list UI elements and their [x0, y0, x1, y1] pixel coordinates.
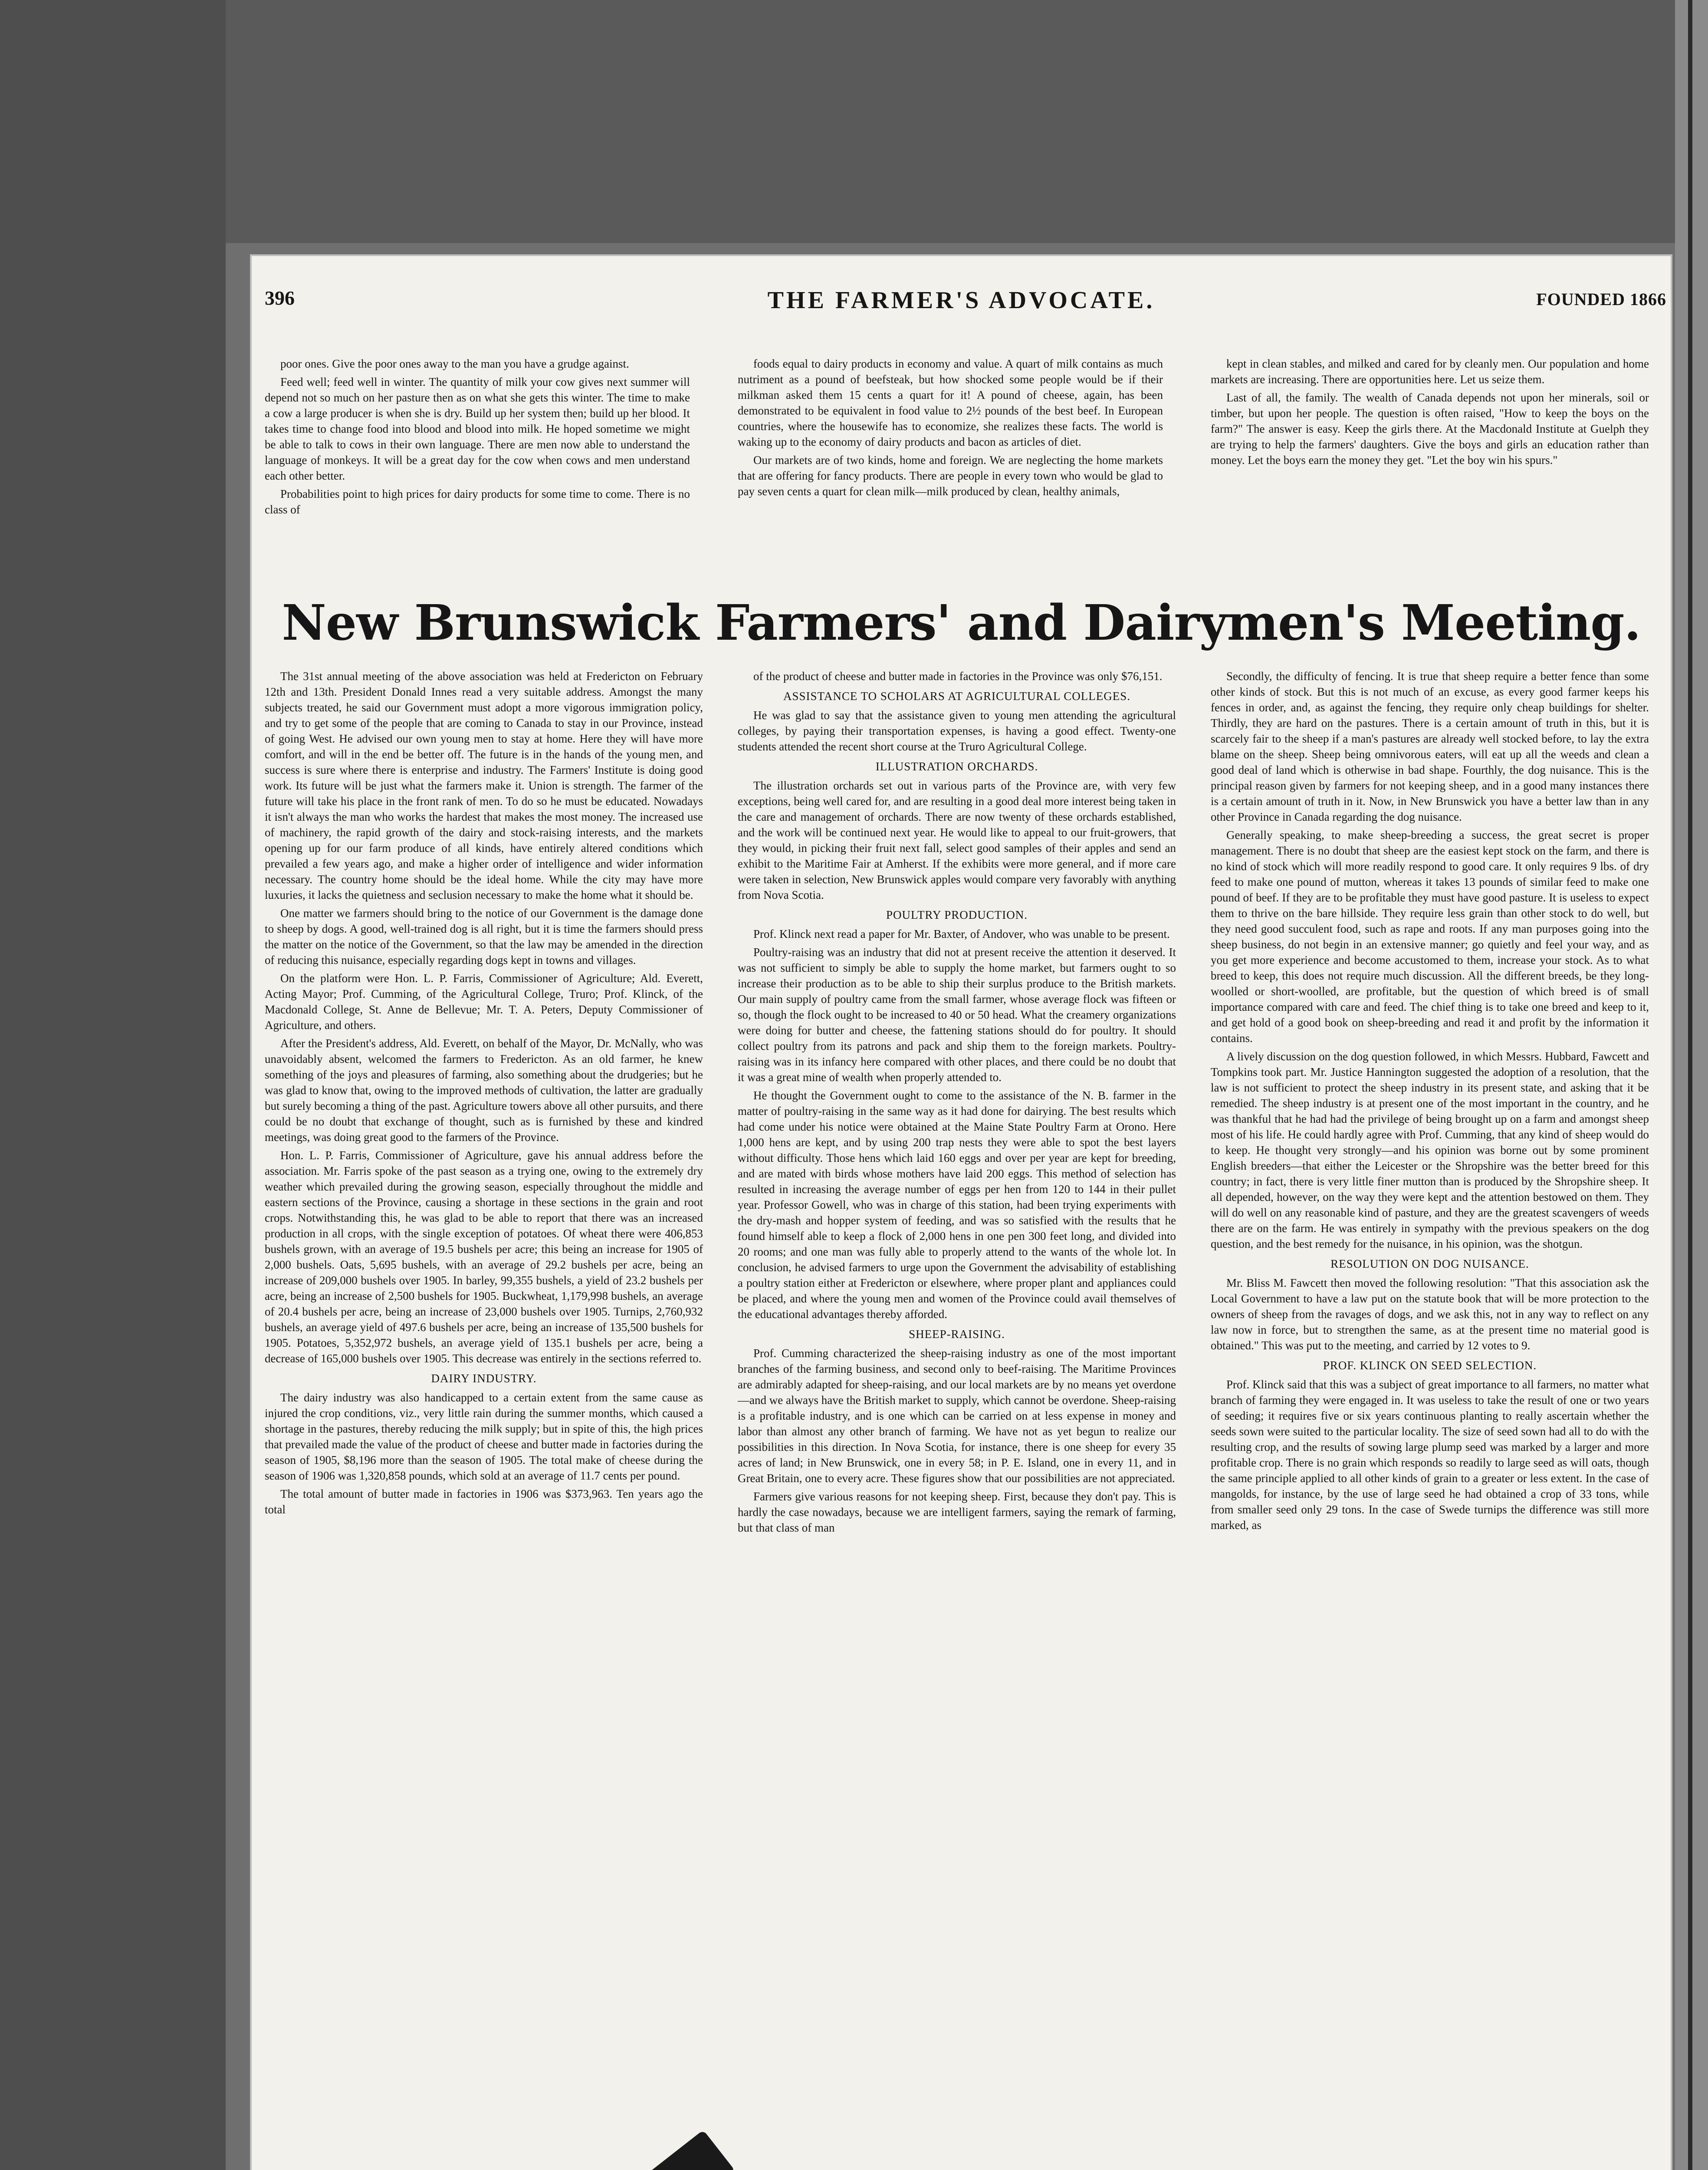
section-heading: ILLUSTRATION ORCHARDS. — [875, 760, 1038, 773]
scan-background-top — [0, 0, 1708, 243]
paragraph: Probabilities point to high prices for dairy products for some time to come. There is no class of — [265, 487, 690, 516]
page-number: 396 — [265, 287, 295, 309]
newspaper-page — [252, 256, 1671, 2170]
section-heading: POULTRY PRODUCTION. — [886, 908, 1028, 921]
section-heading: DAIRY INDUSTRY. — [431, 1372, 537, 1385]
paragraph: poor ones. Give the poor ones away to the man you have a grudge against. — [280, 357, 629, 370]
section-heading: SHEEP-RAISING. — [909, 1328, 1005, 1341]
paragraph: of the product of cheese and butter made in factories in the Province was only $76,151. — [753, 670, 1163, 683]
paragraph: After the President's address, Ald. Everett, on behalf of the Mayor, Dr. McNally, who was unavoidably absent, welcomed the farmers to Fredericton. As an old farmer, he knew something of the joys and pleasures of farming, also something about the drudgeries; but he was glad to know that, owing to the improved methods of cultivation, the latter are gradually but surely becoming a thing of the past. Agriculture towers above all other pursuits, and there could be no doubt that exchange of thought, such as is furnished by these and kindred meetings, was doing great good to the farmers of the Province. — [265, 1037, 703, 1144]
article-column-2 — [738, 668, 1176, 2118]
paragraph: Secondly, the difficulty of fencing. It is true that sheep require a better fence than some other kinds of stock. But this is not much of an excuse, as every good farmer keeps his fences in order, and, as against the fencing, they require only cheap buildings for shelter. Thirdly, they are hard on the pastures. There is a certain amount of truth in this, but it is scarcely fair to the sheep if a man's pastures are already well stocked before, to lay the extra blame on the sheep. Sheep being omnivorous eaters, will eat up all the weeds and clean a good deal of land which is otherwise in bad shape. Fourthly, the dog nuisance. This is the principal reason given by farmers for not keeping sheep, and in a good many instances there is a certain amount of truth in it. Now, in New Brunswick you have a better law than in any other Province in Canada regarding the dog nuisance. — [1211, 670, 1649, 823]
paragraph: Prof. Cumming characterized the sheep-raising industry as one of the most important branches of the farming business, and second only to beef-raising. The Maritime Provinces are admirably adapted for sheep-raising, and our local markets are by no means yet overdone—and we always have the British market to supply, which cannot be overdone. Sheep-raising is a profitable industry, and is one which can be carried on at less expense in money and labor than almost any other branch of farming. We have not as yet begun to realize our possibilities in this direction. In Nova Scotia, for instance, there is one sheep for every 35 acres of land; in New Brunswick, one in every 58; in P. E. Island, one in every 11, and in Great Britain, one to every acre. These figures show that our possibilities are not appreciated. — [738, 1347, 1176, 1485]
paragraph: kept in clean stables, and milked and cared for by cleanly men. Our population and home markets are increasing. There are opportunities here. Let us seize them. — [1211, 357, 1649, 386]
top-column-2 — [738, 356, 1163, 590]
article-headline: New Brunswick Farmers' and Dairymen's Meeting. — [282, 595, 1641, 651]
article-column-3 — [1211, 668, 1649, 2118]
paragraph: Mr. Bliss M. Fawcett then moved the following resolution: "That this association ask the Local Government to have a law put on the statute book that will be more protection to the owners of sheep from the ravages of dogs, and we ask this, not in any way to reflect on any law now in force, but to strengthen the same, as at the present time no material good is obtained." This was put to the meeting, and carried by 12 votes to 9. — [1211, 1276, 1649, 1352]
paragraph: Generally speaking, to make sheep-breeding a success, the great secret is proper management. There is no doubt that sheep are the easiest kept stock on the farm, and there is no kind of stock which will more readily respond to good care. It only requires 9 lbs. of dry feed to make one pound of mutton, whereas it takes 13 pounds of similar feed to make one pound of beef. If they are to be profitable they must have good pasture. It is useless to expect them to thrive on the bare hillside. They require less grain than other stock to do well, but they need good succulent food, such as rape and roots. If any man purposes going into the sheep business, do not begin in an extensive manner; go quietly and feel your way, and as you get more experience and become accustomed to them, increase your stock. As to what breed to keep, this does not require much discussion. All the different breeds, be they long-woolled or short-woolled, are profitable, but the question of which breed is of small importance compared with care and feed. The chief thing is to take one breed and keep to it, and get hold of a good book on sheep-breeding and read it and profit by the information it contains. — [1211, 829, 1649, 1045]
paragraph: Last of all, the family. The wealth of Canada depends not upon her minerals, soil or timber, but upon her people. The question is often raised, "How to keep the boys on the farm?" The answer is easy. Keep the girls there. At the Macdonald Institute at Guelph they are trying to help the farmers' daughters. Give the boys and girls an education rather than money. Let the boys earn the money they get. "Let the boy win his spurs." — [1211, 391, 1649, 467]
paragraph: Our markets are of two kinds, home and foreign. We are neglecting the home markets that are offering for fancy products. There are people in every town who would be glad to pay seven cents a quart for clean milk—milk produced by clean, healthy animals, — [738, 454, 1163, 498]
paragraph: He was glad to say that the assistance given to young men attending the agricultural colleges, by paying their transportation expenses, is having a good effect. Twenty-one students attended the recent short course at the Truro Agricultural College. — [738, 709, 1176, 753]
founded-date: FOUNDED 1866 — [1536, 289, 1666, 309]
paragraph: Prof. Klinck said that this was a subject of great importance to all farmers, no matter what branch of farming they were engaged in. It was useless to take the result of one or two years of seeding; it requires five or six years continuous planting to really ascertain whether the seeds sown were suited to the particular locality. The size of seed sown had all to do with the resulting crop, and the results of sowing large plump seed was marked by a larger and more profitable crop. There is no grain which responds so readily to large seed as will oats, though the same principle applied to all other kinds of grain to a greater or less extent. In the case of mangolds, for instance, by the use of large seed he had obtained a crop of 33 tons, while from smaller seed only 29 tons. In the case of Swede turnips the difference was still more marked, as — [1211, 1378, 1649, 1532]
section-heading: PROF. KLINCK ON SEED SELECTION. — [1323, 1359, 1537, 1372]
paragraph: He thought the Government ought to come to the assistance of the N. B. farmer in the matter of poultry-raising in the same way as it had done for dairying. The best results which had come under his notice were obtained at the Maine State Poultry Farm at Orono. Here 1,000 hens are kept, and by using 200 trap nests they were able to spot the best layers without difficulty. Those hens which laid 160 eggs and over per year are kept for breeding, and are mated with birds whose mothers have laid 200 eggs. This method of selection has resulted in increasing the average number of eggs per hen from 120 to 144 in their pullet year. Professor Gowell, who was in charge of this station, had been trying experiments with the dry-mash and hopper system of feeding, and was so satisfied with the results that he found himself able to keep a flock of 2,000 hens in one pen 300 feet long, and divided into 20 rooms; and one man was fully able to properly attend to the wants of the whole lot. In conclusion, he advised farmers to urge upon the Government the advisability of establishing a poultry station either at Fredericton or elsewhere, where proper plant and appliances could be placed, and where the young men and women of the Province could avail themselves of the educational advantages thereby afforded. — [738, 1089, 1176, 1321]
scan-background-left — [0, 0, 226, 2170]
article-column-1 — [265, 668, 703, 2118]
paragraph: The total amount of butter made in factories in 1906 was $373,963. Ten years ago the total — [265, 1487, 703, 1516]
masthead — [252, 286, 1671, 321]
paper-title: THE FARMER'S ADVOCATE. — [767, 287, 1155, 314]
top-column-3 — [1211, 356, 1649, 590]
paragraph: The dairy industry was also handicapped to a certain extent from the same cause as injured the crop conditions, viz., very little rain during the summer months, which caused a shortage in the pastures, thereby reducing the milk supply; but in spite of this, the high prices that prevailed made the value of the product of cheese and butter made in factories during the season of 1905, $8,196 more than the season of 1905. The total make of cheese during the season of 1906 was 1,320,858 pounds, which sold at an average of 11.7 cents per pound. — [265, 1391, 703, 1482]
paragraph: On the platform were Hon. L. P. Farris, Commissioner of Agriculture; Ald. Everett, Acting Mayor; Prof. Cumming, of the Agricultural College, Truro; Prof. Klinck, of the Macdonald College, St. Anne de Bellevue; Mr. T. A. Peters, Deputy Commissioner of Agriculture, and others. — [265, 972, 703, 1032]
section-heading: ASSISTANCE TO SCHOLARS AT AGRICULTURAL COLLEGES. — [783, 690, 1130, 703]
paragraph: The illustration orchards set out in various parts of the Province are, with very few exceptions, being well cared for, and are resulting in a good deal more interest being taken in the care and management of orchards. There are now twenty of these orchards established, and the work will be continued next year. He would like to appeal to our fruit-growers, that they would, in picking their fruit next fall, select good samples of their apples and send an exhibit to the Maritime Fair at Amherst. If the exhibits were more general, and if more care were taken in selection, New Brunswick apples would compare very favorably with anything from Nova Scotia. — [738, 779, 1176, 901]
paragraph: One matter we farmers should bring to the notice of our Government is the damage done to sheep by dogs. A good, well-trained dog is all right, but it is time the farmers should press the matter on the notice of the Government, so that the law may be amended in the direction of reducing this nuisance, especially regarding dogs kept in towns and villages. — [265, 907, 703, 967]
faded-print-area — [686, 1949, 1076, 2166]
paragraph: Feed well; feed well in winter. The quantity of milk your cow gives next summer will depend not so much on her pasture then as on what she gets this winter. The time to make a cow a large producer is when she is dry. Build up her system then; build up her blood. It takes time to change food into blood and blood into milk. He hoped sometime we might be able to talk to cows in their own language. There are men now able to understand the language of monkeys. It will be a great day for the cow when cows and men understand each other better. — [265, 375, 690, 482]
paragraph: Prof. Klinck next read a paper for Mr. Baxter, of Andover, who was unable to be present. — [753, 927, 1170, 940]
section-heading: RESOLUTION ON DOG NUISANCE. — [1330, 1257, 1529, 1270]
top-column-1 — [265, 356, 690, 590]
paragraph: Farmers give various reasons for not keeping sheep. First, because they don't pay. This is hardly the case nowadays, because we are intelligent farmers, saying the remark of farming, but that class of man — [738, 1490, 1176, 1534]
paragraph: Poultry-raising was an industry that did not at present receive the attention it deserved. It was not sufficient to simply be able to supply the home market, but farmers ought to so increase their production as to be able to ship their surplus produce to the British markets. Our main supply of poultry came from the small farmer, whose average flock was fifteen or so, though the flock ought to be increased to 40 or 50 head. What the creamery organizations were doing for butter and cheese, the fattening stations should do for poultry. It should collect poultry from its patrons and pack and ship them to the foreign markets. Poultry-raising was in its infancy here compared with other places, and there could be no doubt that it was a great mine of wealth when properly attended to. — [738, 946, 1176, 1084]
paragraph: Hon. L. P. Farris, Commissioner of Agriculture, gave his annual address before the association. Mr. Farris spoke of the past season as a trying one, owing to the extremely dry weather which prevailed during the growing season, especially throughout the middle and eastern sections of the Province, causing a shortage in these sections in the grain and root crops. Notwithstanding this, he was glad to be able to report that there was an increased production in all crops, with the single exception of potatoes. Of wheat there were 406,853 bushels grown, with an average of 19.5 bushels per acre; this being an increase for 1905 of 2,000 bushels. Oats, 5,695 bushels, with an average of 29.2 bushels per acre, being an increase of 209,000 bushels over 1905. In barley, 99,355 bushels, a yield of 23.2 bushels per acre, being an increase of 2,500 bushels for 1905. Buckwheat, 1,179,998 bushels, an average of 20.4 bushels per acre, being an increase of 23,000 bushels over 1905. Turnips, 2,760,932 bushels, an average yield of 497.6 bushels per acre, being an increase of 135,500 bushels for 1905. Potatoes, 5,352,972 bushels, an average yield of 135.1 bushels per acre, being a decrease of 165,000 bushels over 1905. This decrease was entirely in the sections referred to. — [265, 1149, 703, 1365]
paragraph: The 31st annual meeting of the above association was held at Fredericton on February 12th and 13th. President Donald Innes read a very suitable address. Amongst the many subjects treated, he said our Government must adopt a more vigorous immigration policy, and try to get some of the people that are coming to Canada to stay in our Province, instead of going West. He advised our own young men to stay at home. Here they will have more comfort, and will in the end be better off. The future is in the hands of the young men, and success is sure where there is enterprise and industry. The Farmers' Institute is doing good work. Its future will be just what the farmers make it. Union is strength. The farmer of the future will take his place in the front rank of men. To do so he must be educated. Nowadays it isn't always the man who works the hardest that makes the most money. The increased use of machinery, the rapid growth of the dairy and stock-raising interests, and the markets opening up for our farm produce of all kinds, have entirely altered conditions which prevailed a few years ago, and make a higher order of intelligence and wider information necessary. The country home should be the ideal home. While the city may have more luxuries, it lacks the quietness and seclusion necessary to make the home what it should be. — [265, 670, 703, 901]
paragraph: A lively discussion on the dog question followed, in which Messrs. Hubbard, Fawcett and Tompkins took part. Mr. Justice Hannington suggested the adoption of a resolution, that the law is not sufficient to protect the sheep industry in its present state, and asking that it be remedied. The sheep industry is at present one of the most important in the country, and he was thankful that he had had the privilege of being brought up on a farm and amongst sheep most of his life. He could hardly agree with Prof. Cumming, that any kind of sheep would do to keep. He thought very strongly—and his opinion was borne out by some prominent English breeders—that either the Leicester or the Shropshire was the better breed for this country; in fact, there is very little finer mutton than is produced by the Shropshire sheep. It all depended, however, on the way they were kept and the attention bestowed on them. They will do well on any reasonable kind of pasture, and they are the greatest scavengers of weeds there are on the farm. He was entirely in sympathy with the previous speakers on the dog question, and the best remedy for the nuisance, in his opinion, was the shotgun. — [1211, 1050, 1649, 1250]
scan-edge-line — [1688, 0, 1692, 2170]
paragraph: foods equal to dairy products in economy and value. A quart of milk contains as much nutriment as a pound of beefsteak, but how shocked some people would be if their milkman asked them 15 cents a quart for it! A pound of cheese, again, has been demonstrated to be equivalent in food value to 2½ pounds of the best beef. In European countries, where the housewife has to economize, she realizes these facts. The world is waking up to the economy of dairy products and bacon as articles of diet. — [738, 357, 1163, 448]
